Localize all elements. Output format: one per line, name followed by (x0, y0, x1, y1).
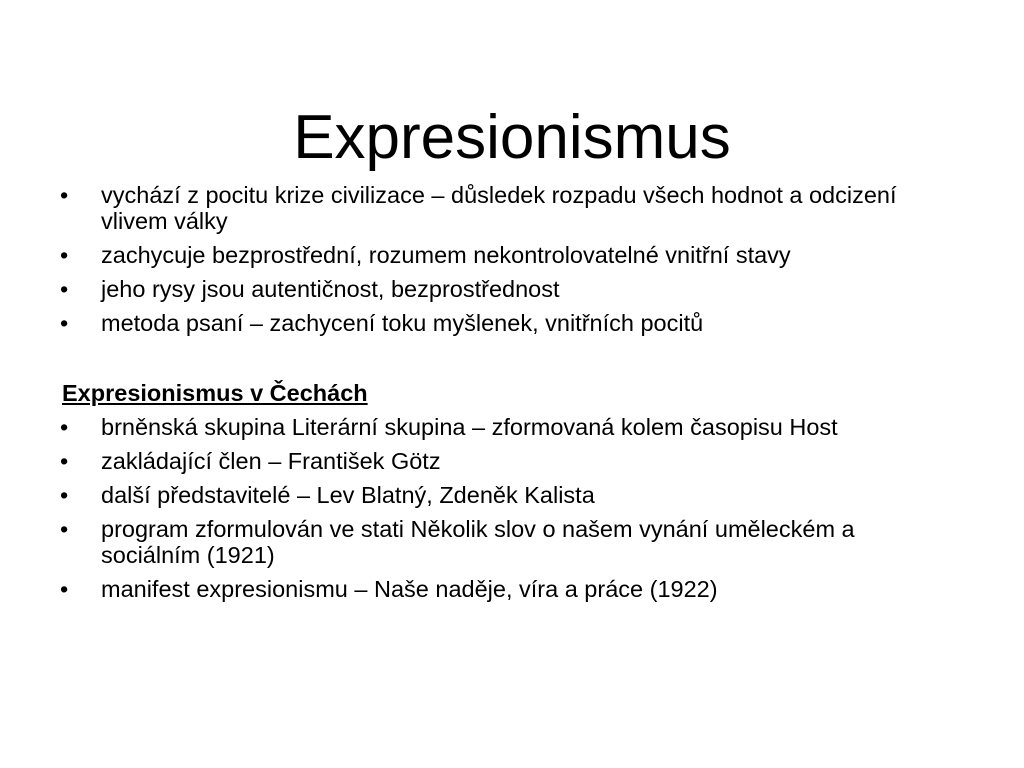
bullet-dot-icon: • (60, 448, 69, 474)
bullet-text: program zformulován ve stati Několik slov o našem vynání uměleckém a sociálním (1921) (101, 516, 855, 568)
intro-bullet-list (60, 182, 960, 344)
bullet-item (60, 242, 960, 268)
bullet-text: zachycuje bezprostřední, rozumem nekontrolovatelné vnitřní stavy (101, 242, 791, 268)
bullet-dot-icon: • (60, 482, 69, 508)
bullet-dot-icon: • (60, 242, 69, 268)
bullet-dot-icon: • (60, 576, 69, 602)
bullet-text: brněnská skupina Literární skupina – zformovaná kolem časopisu Host (101, 414, 838, 440)
bullet-item (60, 482, 960, 508)
slide-title: Expresionismus (293, 102, 731, 172)
bullet-text: jeho rysy jsou autentičnost, bezprostřednost (101, 276, 560, 302)
bullet-text: další představitelé – Lev Blatný, Zdeněk Kalista (101, 482, 595, 508)
bullet-dot-icon: • (60, 414, 69, 440)
bullet-item (60, 516, 960, 568)
bullet-item (60, 182, 960, 234)
bullet-item (60, 448, 960, 474)
bullet-text: manifest expresionismu – Naše naděje, víra a práce (1922) (101, 576, 718, 602)
bullet-text: zakládající člen – František Götz (101, 448, 441, 474)
bullet-dot-icon: • (60, 276, 69, 302)
bullet-item (60, 414, 960, 440)
bullet-text: vychází z pocitu krize civilizace – důsledek rozpadu všech hodnot a odcizení vlivem války (101, 182, 897, 234)
bullet-text: metoda psaní – zachycení toku myšlenek, vnitřních pocitů (101, 310, 704, 336)
section-bullet-list (60, 414, 960, 610)
bullet-dot-icon: • (60, 310, 69, 336)
bullet-item (60, 310, 960, 336)
bullet-item (60, 576, 960, 602)
bullet-dot-icon: • (60, 182, 69, 208)
bullet-item (60, 276, 960, 302)
bullet-dot-icon: • (60, 516, 69, 542)
section-heading: Expresionismus v Čechách (62, 380, 368, 406)
